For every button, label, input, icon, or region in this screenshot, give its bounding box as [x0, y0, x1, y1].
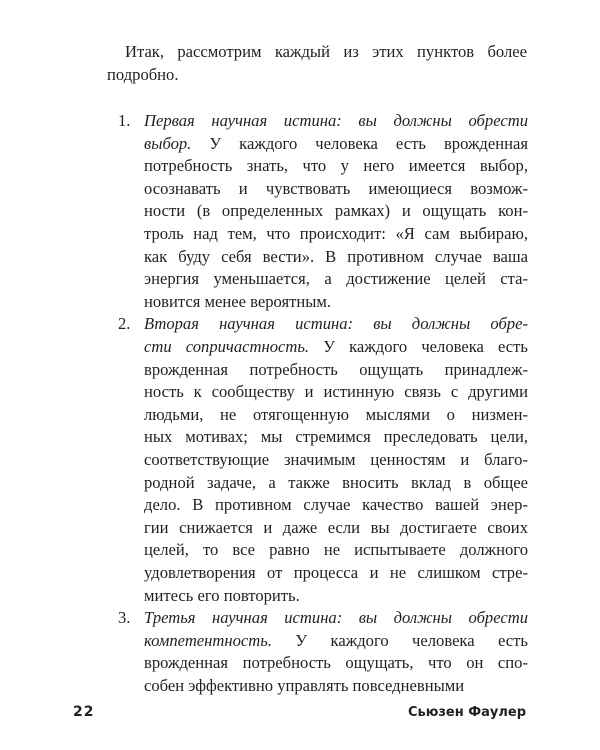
list-item-number: 3.: [118, 608, 131, 628]
italic-heading-text: сти сопричастность.: [144, 336, 310, 356]
intro-line: Итак, рассмотрим каждый из этих пунктов более: [125, 42, 527, 61]
body-text: людьми, не отягощенную мыслями о низмен-: [144, 404, 528, 424]
text-line: [144, 494, 528, 517]
text-line: [144, 472, 528, 495]
body-text: митесь его повторить.: [144, 585, 300, 605]
text-line: [144, 200, 528, 223]
text-line: [144, 313, 528, 336]
text-line: [144, 652, 528, 675]
body-text: как буду себя вести». В противном случае ваша: [144, 246, 528, 266]
text-line: [144, 246, 528, 269]
text-line: [144, 110, 528, 133]
body-text: удовлетворения от процесса и не слишком стре-: [144, 562, 528, 582]
text-line: [144, 155, 528, 178]
text-line: [144, 539, 528, 562]
italic-heading-text: выбор.: [144, 133, 192, 153]
text-line: [144, 268, 528, 291]
text-line: [144, 517, 528, 540]
body-text: энергия уменьшается, а достижение целей ста-: [144, 269, 528, 289]
text-line: [144, 404, 528, 427]
list-item-text: [144, 110, 528, 313]
text-line: [144, 449, 528, 472]
body-text: родной задаче, а также вносить вклад в общее: [144, 472, 528, 492]
text-line: [144, 291, 528, 314]
intro-line: подробно.: [107, 64, 179, 84]
body-text: соответствующие значимым ценностям и благо-: [144, 449, 528, 469]
list-item-number: 1.: [118, 111, 131, 130]
text-line: [144, 675, 528, 698]
text-line: [144, 178, 528, 201]
running-footer-author: Сьюзен Фаулер: [407, 705, 526, 720]
body-text: врожденная потребность ощущать принадлеж-: [144, 359, 528, 379]
body-text: У каждого человека есть врожденная: [191, 133, 528, 153]
body-text: осознавать и чувствовать имеющиеся возмож-: [144, 178, 528, 198]
body-text: троль над тем, что происходит: «Я сам выбираю,: [144, 223, 528, 243]
italic-heading-text: Первая научная истина: вы должны обрести: [144, 111, 528, 130]
list-item-text: [144, 607, 528, 697]
body-text: новится менее вероятным.: [144, 291, 332, 311]
italic-heading-text: компетентность.: [144, 630, 272, 650]
intro-paragraph: [107, 41, 527, 86]
italic-heading-text: Третья научная истина: вы должны обрести: [144, 608, 528, 628]
italic-heading-text: Вторая научная истина: вы должны обре-: [144, 314, 528, 334]
text-line: [144, 381, 528, 404]
body-text: врожденная потребность ощущать, что он спо-: [144, 653, 528, 673]
body-text: дело. В противном случае качество вашей энер-: [144, 495, 528, 515]
text-line: [144, 223, 528, 246]
body-text: ность к сообществу и истинную связь с другими: [144, 382, 528, 402]
body-text: гии снижается и даже если вы достигаете своих: [144, 517, 528, 537]
text-line: [144, 133, 528, 156]
text-line: [144, 630, 528, 653]
text-line: [144, 585, 528, 608]
text-line: [144, 426, 528, 449]
text-line: [144, 359, 528, 382]
text-line: [144, 607, 528, 630]
body-text: ных мотивах; мы стремимся преследовать цели,: [144, 427, 528, 447]
body-text: целей, то все равно не испытываете должного: [144, 540, 528, 560]
text-line: [144, 336, 528, 359]
list-item-number: 2.: [118, 314, 131, 334]
body-text: собен эффективно управлять повседневными: [144, 675, 465, 695]
page-footer: [0, 704, 600, 728]
text-line: [144, 562, 528, 585]
body-text: У каждого человека есть: [309, 336, 528, 356]
body-text: потребность знать, что у него имеется выбор,: [144, 156, 528, 176]
list-item-text: [144, 313, 528, 607]
body-text: У каждого человека есть: [271, 630, 528, 650]
page-number: 22: [73, 704, 95, 720]
body-text: ности (в определенных рамках) и ощущать кон-: [144, 201, 528, 221]
